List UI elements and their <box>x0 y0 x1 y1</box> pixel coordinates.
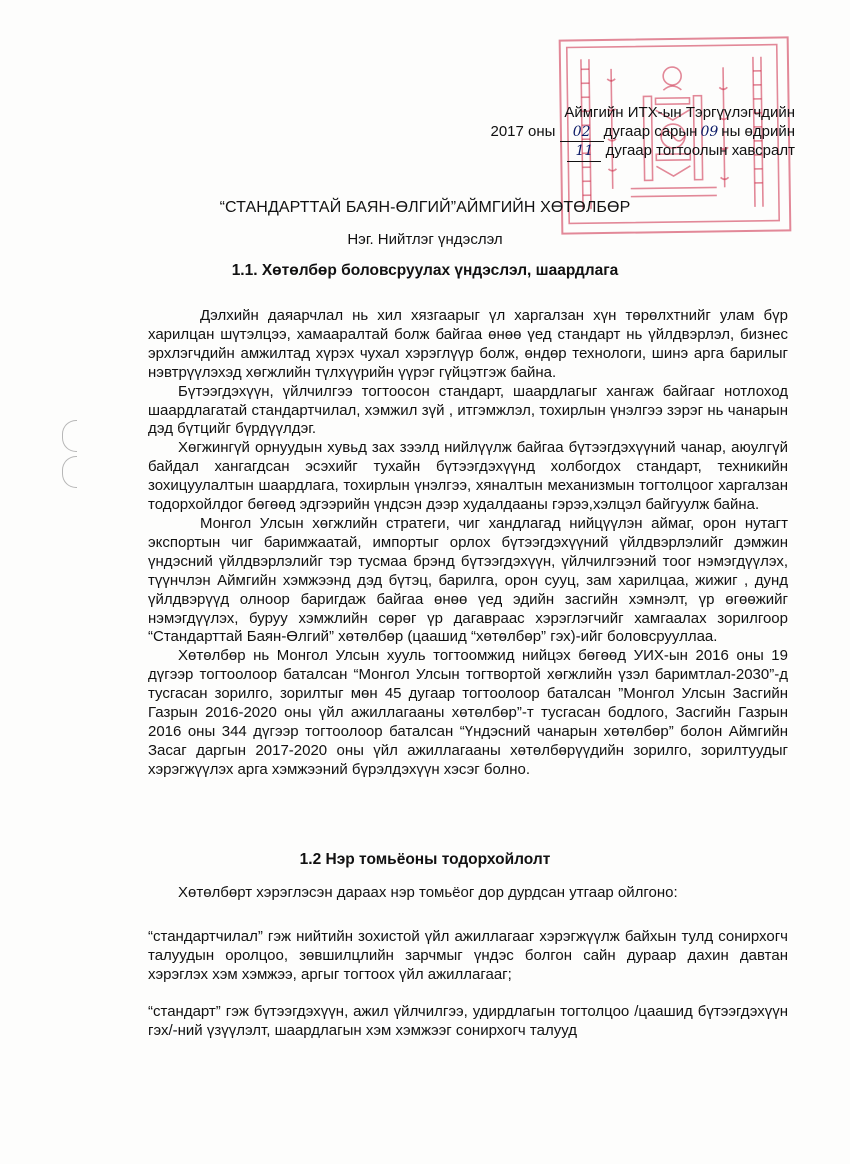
paragraph-4: Монгол Улсын хөгжлийн стратеги, чиг хандлагад нийцүүлэн аймаг, орон нутагт экспортын чиг баримжаатай, импортыг орлох бүтээгдэхүүний үйлдвэрлэлийг дэмжин үндэсний үйлдвэрлэлийг тэр тусмаа брэнд бүтээгдэхүүн, үйлчилгээний тоог нэмэгдүүлэх, түүнчлэн Аймгийн хэмжээнд дэд бүтэц, барилга, орон сууц, зам харилцаа, жижиг , дунд үйлдвэрүүд олноор баригдаж байгаа өнөө үед эдийн засгийн хэмнэлт, үр өгөөжийг нэмэгдүүлэх, буруу хэмжлийн сөрөг үр дагавраас хэрэглэгчийг хамгаалах зорилгоор “Стандарттай Баян-Өлгий” хөтөлбөр (цаашид “хөтөлбөр” гэх)-ийг боловсрууллаа. <box>148 514 788 646</box>
definition-standard <box>148 1003 788 1041</box>
approval-year: 2017 оны <box>490 122 556 140</box>
paragraph-1: Дэлхийн даяарчлал нь хил хязгаарыг үл харгалзан хүн төрөлхтнийг улам бүр харилцан шүтэлцээ, хамааралтай болж байгаа өнөө үед стандарт нь үйлдвэрлэл, бизнес эрхлэгчдийн амжилтад хүрэх чухал хэрэглүүр болж, өндөр технологи, шинэ арга барилыг нэвтрүүлэхэд хөгжлийн түлхүүрийн үүрэг гүйцэтгэж байна. <box>148 307 788 381</box>
approval-line-3 <box>490 142 795 162</box>
binder-hole-top <box>62 420 77 452</box>
section-1-2-intro: Хөтөлбөрт хэрэглэсэн дараах нэр томьёог дор дурдсан утгаар ойлгоно: <box>178 884 678 901</box>
approval-month-field <box>560 123 604 143</box>
definition-1: “стандартчилал” гэж нийтийн зохистой үйл ажиллагааг хэрэгжүүлж байхын тулд сонирхогч талуудын оролцоо, зөвшилцлийн зарчмыг үндэс болгон сайн дураар дахин давтан хэрэглэх хэм хэмжээ, аргыг тогтоох үйл ажиллагааг; <box>148 928 788 983</box>
approval-day-suffix: ны өдрийн <box>721 122 795 140</box>
approval-resolution-suffix: дугаар тогтоолын хавсралт <box>605 142 795 159</box>
paragraph-3: Хөгжингүй орнуудын хувьд зах зээлд нийлүүлж байгаа бүтээгдэхүүний чанар, аюулгүй байдал хангагдсан эсэхийг тухайн бүтээгдэхүүнд холбогдох стандарт, техникийн зохицуулалтын шаардлага, тохирлын үнэлгээ, хяналтын механизмын тогтолцоог харгалзан тодорхойлдог бөгөөд эдгээрийн үндсэн дээр худалдааны гэрээ,хэлцэл байгуулж байна. <box>148 439 788 514</box>
approval-month-suffix: дугаар сарын <box>603 122 698 140</box>
approval-block <box>490 104 795 162</box>
part-title: Нэг. Нийтлэг үндэслэл <box>347 231 503 248</box>
approval-line-2 <box>490 123 795 143</box>
approval-day-handwritten: 09 <box>700 123 719 140</box>
approval-month-handwritten: 02 <box>572 123 591 140</box>
definition-standardization <box>148 928 788 985</box>
section-1-1-body <box>148 307 788 780</box>
approval-line-1: Аймгийн ИТХ-ын Тэргүүлэгчдийн <box>564 104 795 121</box>
section-1-2-intro-block <box>148 884 788 903</box>
paragraph-5: Хөтөлбөр нь Монгол Улсын хууль тогтоомжид нийцэх бөгөөд УИХ-ын 2016 оны 19 дүгээр тогтоолоор баталсан “Монгол Улсын тогтвортой хөгжлийн үзэл баримтлал-2030”-д тусгасан зорилго, зорилтыг мөн 45 дугаар тогтоолоор баталсан ”Монгол Улсын Засгийн Газрын 2016-2020 оны үйл ажиллагааны хөтөлбөр”-т тусгасан бодлого, Засгийн Газрын 2016 оны 344 дүгээр тогтоолоор баталсан “Үндэсний чанарын хөтөлбөр” болон Аймгийн Засаг даргын 2017-2020 оны үйл ажиллагааны хөтөлбөрүүдийн зорилго, зорилтуудыг хэрэгжүүлэх арга хэмжээний бүрэлдэхүүн хэсэг болно. <box>148 647 788 778</box>
binder-hole-bottom <box>62 456 77 488</box>
approval-number-field <box>567 142 601 162</box>
section-1-2-heading: 1.2 Нэр томьёоны тодорхойлолт <box>299 851 551 868</box>
approval-number-handwritten: 11 <box>575 143 594 159</box>
document-title: “СТАНДАРТТАЙ БАЯН-ӨЛГИЙ”АЙМГИЙН ХӨТӨЛБӨР <box>219 199 631 216</box>
paragraph-2: Бүтээгдэхүүн, үйлчилгээ тогтоосон стандарт, шаардлагыг хангаж байгааг нотлоход шаардлагатай стандартчилал, хэмжил зүй , итгэмжлэл, тохирлын үнэлгээ зэрэг нь чанарын дэд бүтцийг бүрдүүлдэг. <box>148 382 788 438</box>
section-1-1-heading: 1.1. Хөтөлбөр боловсруулах үндэслэл, шаардлага <box>231 262 619 279</box>
definition-2: “стандарт” гэж бүтээгдэхүүн, ажил үйлчилгээ, удирдлагын тогтолцоо /цаашид бүтээгдэхүүн гэх/-ний үзүүлэлт, шаардлагын хэм хэмжээг сонирхогч талууд <box>148 1003 788 1039</box>
